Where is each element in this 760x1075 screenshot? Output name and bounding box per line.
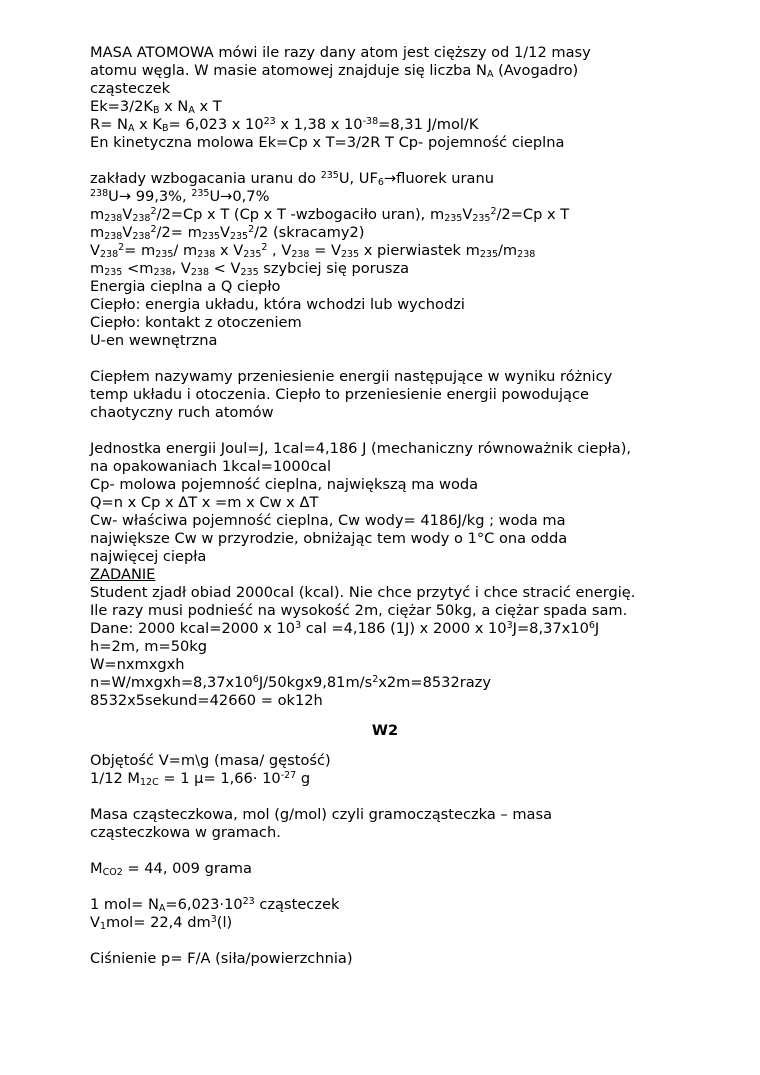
text-line: największe Cw w przyrodzie, obniżając tem wody o 1°C ona odda (90, 530, 568, 547)
section-title: W2 (371, 722, 399, 739)
text-line: $n=W/mxgxh=8,37x10^6J/50kgx9,81m/s^2x2m=8532razy$ (90, 674, 491, 691)
text-line: $V_1mol= 22,4$ $dm^3(l)$ (90, 914, 233, 932)
text-line: W=nxmxgxh (90, 656, 185, 673)
text-line: cząsteczkowa w gramach. (90, 824, 281, 841)
blank-line (90, 842, 680, 860)
text-line: 8532x5sekund=42660 = ok12h (90, 692, 323, 709)
text-line: $M_{CO2} = 44$, 009 grama (90, 860, 252, 878)
text-line: Q=n x Cp x ΔT x =m x Cw x ΔT (90, 494, 319, 511)
text-line: zakłady wzbogacania uranu do $^{235}$U, $UF_6\to fluorek$ uranu (90, 170, 494, 188)
text-line: $^{238}$U→ 99,3%, $^{235}$U→0,7% (90, 188, 270, 205)
text-block-w2 (90, 752, 680, 968)
text-line: 1/12 $M_{12C} = 1$ $\mu= 1,66\cdot 10^{-27}$ g (90, 770, 311, 788)
text-line: $V_{238}^2= m_{235}/$ $m_{238}$ x $V_{235}^2$ , $V_{238} = V_{235}$ x pierwiastek $m_{235}/m_{238}$ (90, 242, 536, 260)
blank-line (90, 932, 680, 950)
text-line: Masa cząsteczkowa, mol (g/mol) czyli gramocząsteczka – masa (90, 806, 553, 823)
text-block-intro (90, 44, 680, 710)
text-line: Ciepło: energia układu, która wchodzi lub wychodzi (90, 296, 465, 313)
document-page (90, 44, 680, 968)
text-line: atomu węgla. W masie atomowej znajduje się liczba $N_A$ (Avogadro) (90, 62, 579, 80)
text-line: chaotyczny ruch atomów (90, 404, 274, 421)
blank-line (90, 152, 680, 170)
text-line: $m_{238}V_{238}^2/2= m_{235}V_{235}^2/2$ (skracamy2) (90, 224, 365, 242)
text-line: $m_{235} <m_{238}$, $V_{238} < V_{235}$ szybciej się porusza (90, 260, 410, 278)
text-line: Ile razy musi podnieść na wysokość 2m, ciężar 50kg, a ciężar spada sam. (90, 602, 628, 619)
text-line: Ciśnienie p= F/A (siła/powierzchnia) (90, 950, 353, 967)
text-line: En kinetyczna molowa Ek=Cp x T=3/2R T Cp- pojemność cieplna (90, 134, 565, 151)
blank-line (90, 422, 680, 440)
text-line: $R= N_A$ x $K_B= 6,023$ x $10^{23}$ x 1,38 x $10^{-38}=8,31$ J/mol/K (90, 116, 479, 134)
text-line: Energia cieplna a Q ciepło (90, 278, 281, 295)
text-line: cząsteczek (90, 80, 171, 97)
text-line: Dane: 2000 kcal=2000 x $10^3$ cal =4,186 (1J) x 2000 x $10^3J=8,37x10^6J$ (90, 620, 600, 637)
text-line: temp układu i otoczenia. Ciepło to przeniesienie energii powodujące (90, 386, 589, 403)
text-line: 1 $mol= N_A=6,023\cdot 10^{23}$ cząsteczek (90, 896, 340, 914)
text-line: Jednostka energii Joul=J, 1cal=4,186 J (mechaniczny równoważnik ciepła), (90, 440, 632, 457)
text-line: U-en wewnętrzna (90, 332, 218, 349)
text-line: Cp- molowa pojemność cieplna, największą ma woda (90, 476, 479, 493)
text-line: Objętość V=m\g (masa/ gęstość) (90, 752, 331, 769)
text-line: najwięcej ciepła (90, 548, 207, 565)
text-line: Ciepłem nazywamy przeniesienie energii następujące w wyniku różnicy (90, 368, 613, 385)
text-line: Cw- właściwa pojemność cieplna, Cw wody= 4186J/kg ; woda ma (90, 512, 566, 529)
text-line: h=2m, m=50kg (90, 638, 207, 655)
text-line: ZADANIE (90, 566, 156, 583)
text-line: $Ek=3/2K_B$ x $N_A$ x T (90, 98, 222, 116)
blank-line (90, 878, 680, 896)
text-line: na opakowaniach 1kcal=1000cal (90, 458, 332, 475)
text-line: $m_{238}V_{238}^2/2=Cp$ x T (Cp x T -wzbogaciło uran), $m_{235}V_{235}^2/2=Cp$ x T (90, 206, 570, 224)
text-line: MASA ATOMOWA mówi ile razy dany atom jest cięższy od 1/12 masy (90, 44, 591, 61)
text-line: Ciepło: kontakt z otoczeniem (90, 314, 302, 331)
blank-line (90, 788, 680, 806)
blank-line (90, 350, 680, 368)
text-line: Student zjadł obiad 2000cal (kcal). Nie chce przytyć i chce stracić energię. (90, 584, 636, 601)
